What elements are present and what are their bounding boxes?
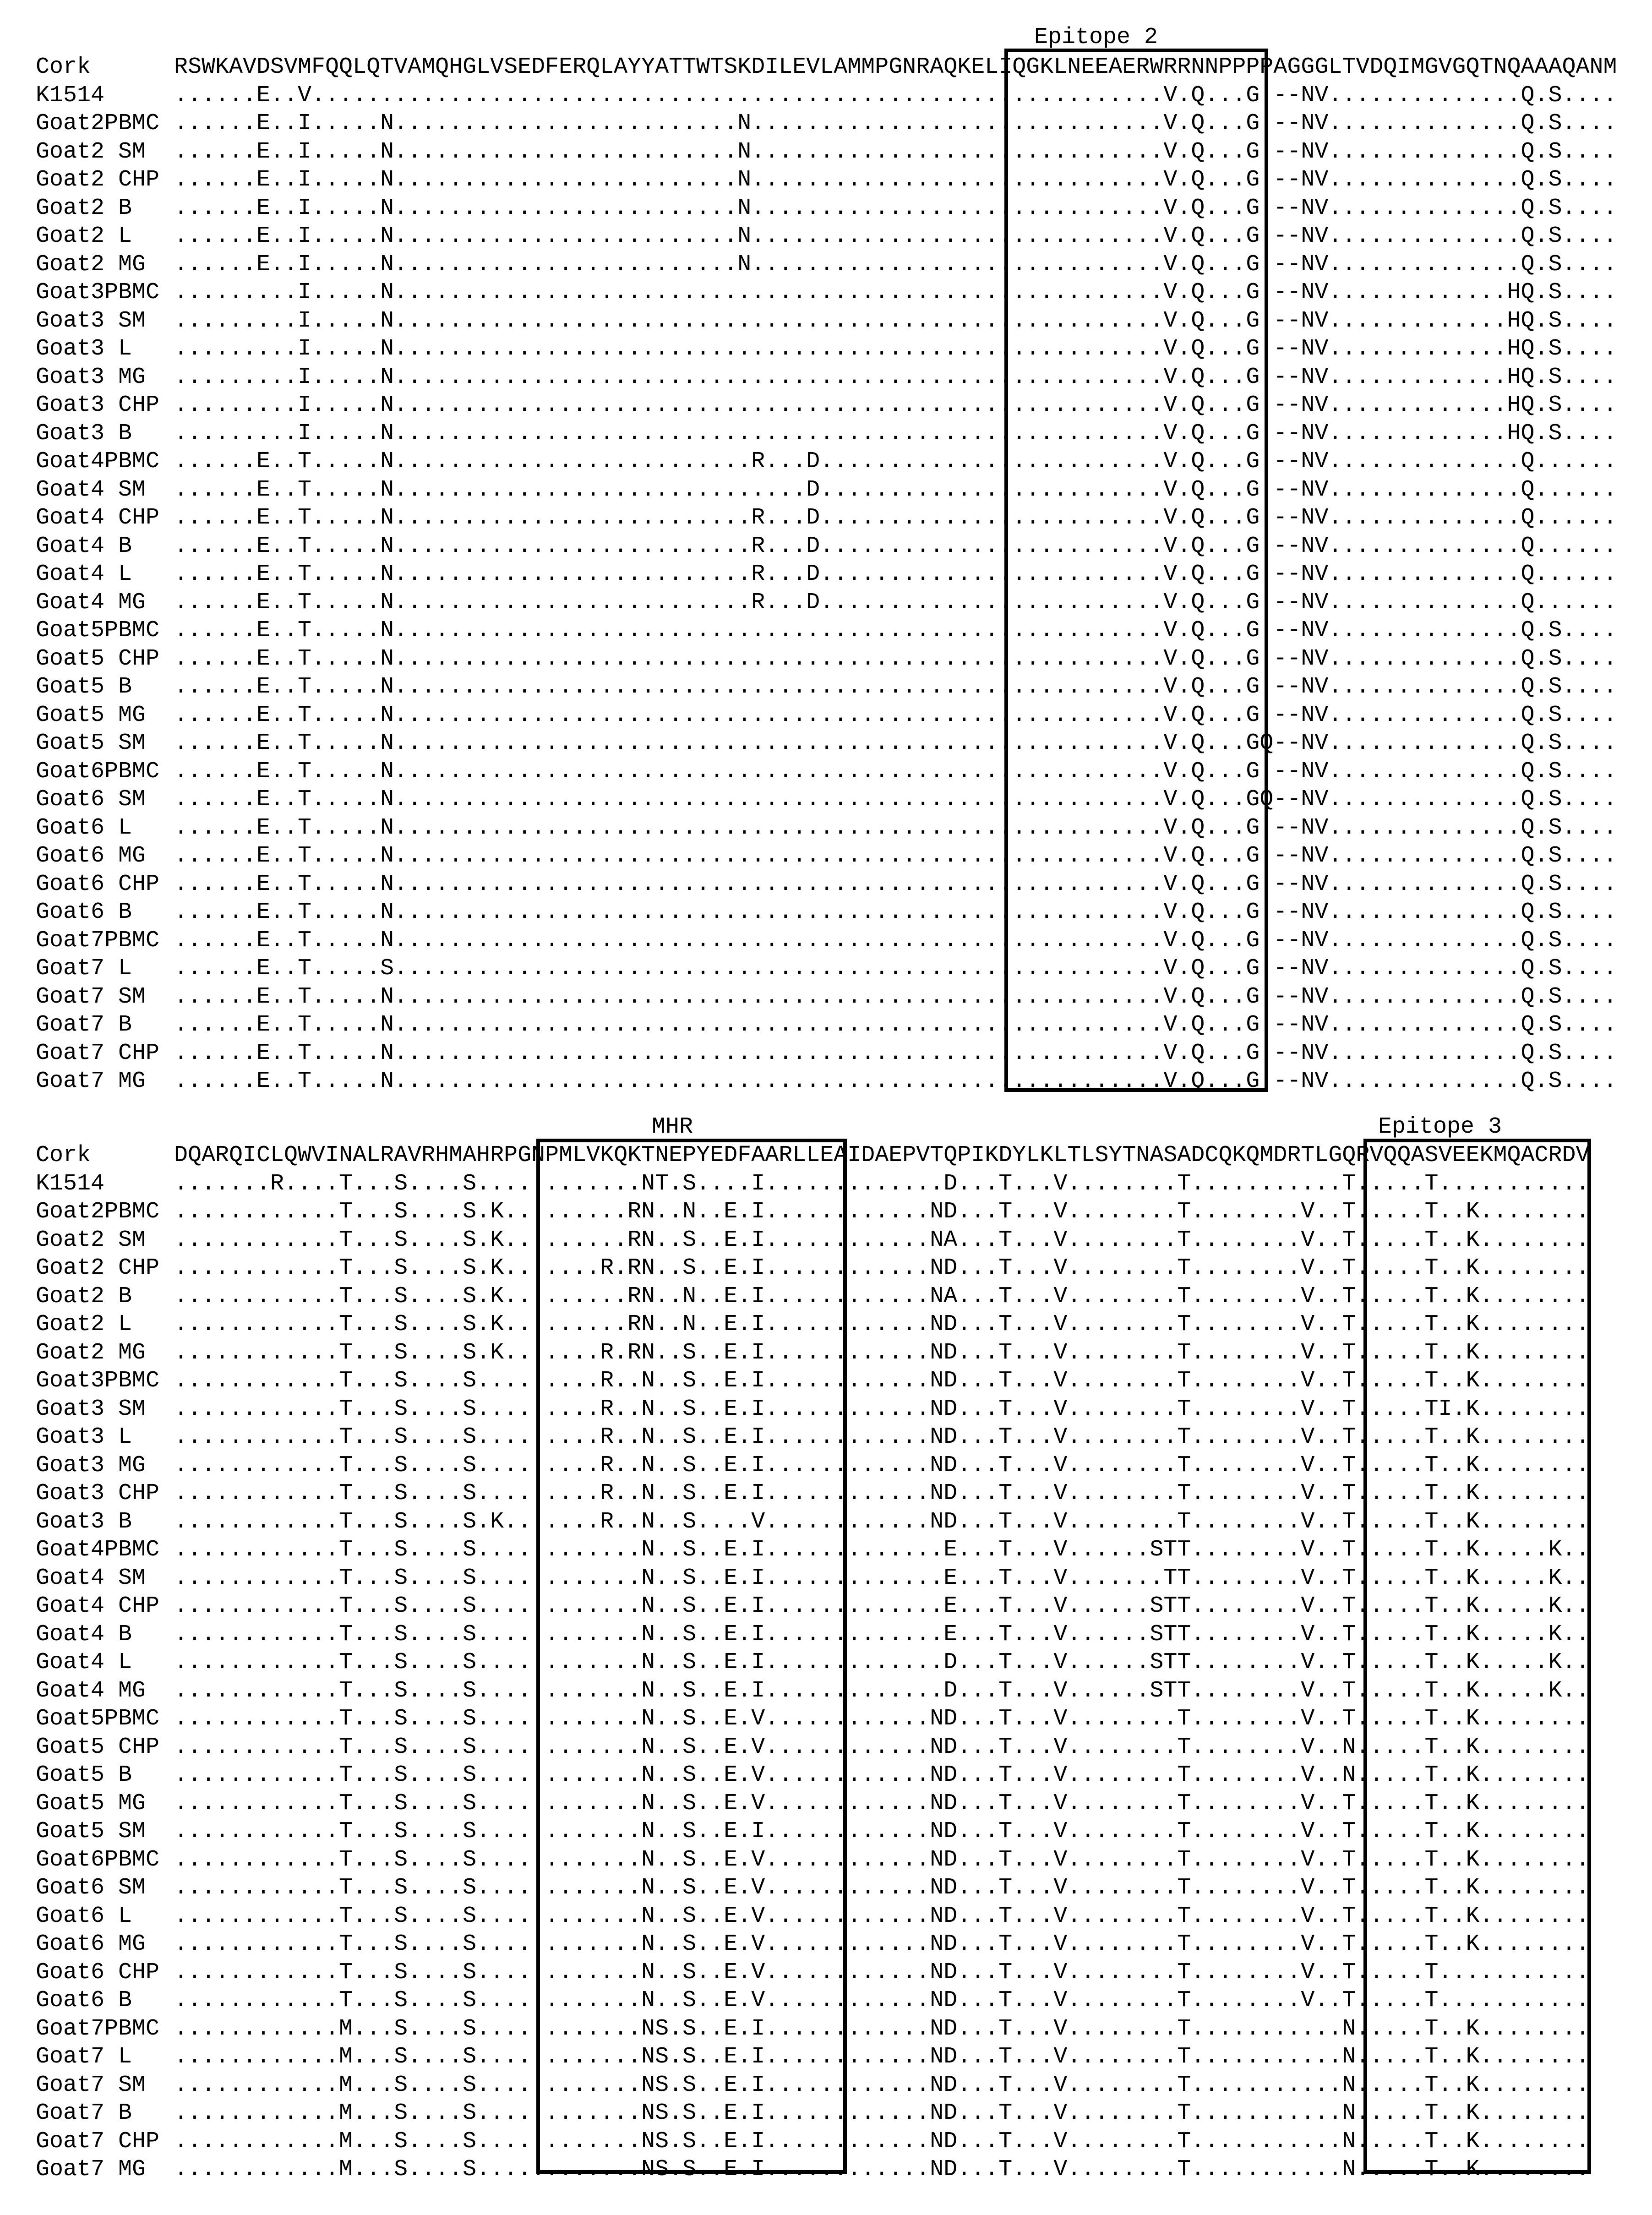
sequence-residues: ............M...S....S............NS.S..E.I............ND...T...V........T...........N.....T..K........	[174, 2156, 1590, 2182]
sequence-label: Goat2PBMC	[36, 1199, 160, 1225]
sequence-residues: RSWKAVDSVMFQQLQTVAMQHGLVSEDFERQLAYYATTWTSKDILEVLAMMPGNRAQKELIQGKLNEEAERWRRNNPPPPAGGGLTVDQIMGVGQTNQAAAQANM	[174, 54, 1617, 80]
sequence-label: Goat3 B	[36, 1508, 132, 1535]
sequence-label: K1514	[36, 1170, 105, 1197]
sequence-label: Goat3 CHP	[36, 1480, 160, 1506]
sequence-label: Goat6 MG	[36, 1931, 146, 1957]
sequence-residues: ............T...S....S.........R..N..S..E.I............ND...T...V........T........V..T.....T..K........	[174, 1424, 1590, 1450]
sequence-label: Goat6 B	[36, 899, 132, 925]
sequence-label: Goat6 CHP	[36, 1959, 160, 1986]
sequence-label: Goat4 MG	[36, 1677, 146, 1704]
sequence-label: Goat3PBMC	[36, 279, 160, 306]
sequence-residues: ............T...S....S............N..S..E.I.............E...T...V......STT........V..T.....T..K.....K..	[174, 1537, 1590, 1563]
sequence-residues: ......E..T.....N..........................R...D.........................V.Q...G --NV..............Q......	[174, 589, 1617, 616]
sequence-label: Goat6 L	[36, 1903, 132, 1929]
sequence-residues: ............M...S....S............NS.S..E.I............ND...T...V........T...........N.....T..K........	[174, 2100, 1590, 2126]
sequence-label: Cork	[36, 1142, 91, 1168]
sequence-label: Goat4 SM	[36, 476, 146, 503]
sequence-residues: ............T...S....S.K.......R.RN..S..E.I............ND...T...V........T........V..T.....T..K........	[174, 1255, 1590, 1281]
sequence-label: Goat2 B	[36, 1283, 132, 1309]
mhr-label: MHR	[652, 1114, 693, 1140]
sequence-label: Goat5 B	[36, 674, 132, 700]
sequence-label: Goat5PBMC	[36, 1706, 160, 1732]
sequence-residues: ......E..T.....S........................................................V.Q...G --NV..............Q.S....	[174, 955, 1617, 982]
sequence-residues: ............T...S....S.K.......R.RN..S..E.I............ND...T...V........T........V..T.....T..K........	[174, 1339, 1590, 1366]
sequence-label: Goat6 B	[36, 1987, 132, 2013]
sequence-residues: ......E..I.....N.........................N..............................V.Q...G --NV..............Q.S....	[174, 195, 1617, 221]
sequence-residues: ............T...S....S............N..S..E.V............ND...T...V........T........V..T.....T..K........	[174, 1846, 1590, 1873]
sequence-label: Goat4 MG	[36, 589, 146, 616]
sequence-residues: ......E..T.....N........................................................V.Q...G --NV..............Q.S....	[174, 1040, 1617, 1066]
sequence-residues: ......E..T.....N........................................................V.Q...G --NV..............Q.S....	[174, 617, 1617, 644]
sequence-label: Goat7 CHP	[36, 2128, 160, 2155]
sequence-label: Goat4 CHP	[36, 505, 160, 531]
sequence-label: Goat2 MG	[36, 1339, 146, 1366]
sequence-residues: ......E..T.....N..........................R...D.........................V.Q...G --NV..............Q......	[174, 533, 1617, 559]
sequence-label: Goat7 SM	[36, 2072, 146, 2098]
sequence-label: Goat5 MG	[36, 702, 146, 728]
sequence-label: Goat4 B	[36, 533, 132, 559]
epitope-2-label: Epitope 2	[1034, 24, 1158, 50]
sequence-residues: ............M...S....S............NS.S..E.I............ND...T...V........T...........N.....T..K........	[174, 2015, 1590, 2042]
sequence-residues: ............T...S....S.K.........RN..S..E.I............NA...T...V........T........V..T.....T..K........	[174, 1227, 1590, 1253]
sequence-label: Goat4PBMC	[36, 1537, 160, 1563]
sequence-label: Goat6 L	[36, 814, 132, 841]
epitope-3-label: Epitope 3	[1378, 1114, 1502, 1140]
sequence-label: Goat4 SM	[36, 1565, 146, 1591]
sequence-label: Goat3 SM	[36, 307, 146, 334]
sequence-residues: ......E..T.....N........................................................V.Q...GQ--NV..............Q.S....	[174, 786, 1617, 813]
sequence-residues: ......E..T.....N........................................................V.Q...G --NV..............Q.S....	[174, 927, 1617, 954]
sequence-residues: .........I.....N........................................................V.Q...G --NV.............HQ.S....	[174, 279, 1617, 306]
sequence-residues: DQARQICLQWVINALRAVRHMAHRPGNPMLVKQKTNEPYEDFAARLLEAIDAEPVTQPIKDYLKLTLSYTNASADCQKQMDRTLGQRVQQASVEEKMQACRDV	[174, 1142, 1590, 1168]
sequence-residues: ............T...S....S............N..S..E.I.............D...T...V......STT........V..T.....T..K.....K..	[174, 1649, 1590, 1675]
sequence-residues: ......E..T.....N........................................................V.Q...G --NV..............Q.S....	[174, 814, 1617, 841]
sequence-label: Goat4 L	[36, 561, 132, 587]
sequence-label: Goat6 CHP	[36, 871, 160, 897]
sequence-label: Goat3 B	[36, 420, 132, 447]
sequence-residues: ......E..T.....N..........................R...D.........................V.Q...G --NV..............Q......	[174, 505, 1617, 531]
sequence-label: Goat2 B	[36, 195, 132, 221]
sequence-label: Goat2 L	[36, 223, 132, 249]
sequence-label: Goat2 MG	[36, 251, 146, 278]
sequence-residues: ......E..T.....N..........................R...D.........................V.Q...G --NV..............Q......	[174, 448, 1617, 475]
sequence-residues: ......E..I.....N.........................N..............................V.Q...G --NV..............Q.S....	[174, 223, 1617, 249]
sequence-label: Goat7 MG	[36, 1068, 146, 1094]
sequence-label: Goat5 MG	[36, 1790, 146, 1817]
sequence-residues: ............T...S....S............N..S..E.V............ND...T...V........T........V..T.....T..K........	[174, 1875, 1590, 1901]
sequence-label: Goat5 CHP	[36, 1734, 160, 1760]
sequence-residues: ............T...S....S............N..S..E.V............ND...T...V........T........V..T.....T..K........	[174, 1790, 1590, 1817]
sequence-residues: ......E..I.....N.........................N..............................V.Q...G --NV..............Q.S....	[174, 110, 1617, 136]
sequence-residues: ............T...S....S............N..S..E.V............ND...T...V........T........V..T.....T...........	[174, 1959, 1590, 1986]
sequence-residues: ............T...S....S.........R..N..S..E.I............ND...T...V........T........V..T.....T..K........	[174, 1480, 1590, 1506]
sequence-residues: ............T...S....S............N..S..E.V............ND...T...V........T........V..T.....T..K........	[174, 1931, 1590, 1957]
sequence-residues: ............T...S....S............N..S..E.V............ND...T...V........T........V..T.....T..K........	[174, 1706, 1590, 1732]
sequence-label: Goat7 B	[36, 2100, 132, 2126]
sequence-label: Goat3 SM	[36, 1396, 146, 1422]
sequence-residues: ......E..V..............................................................V.Q...G --NV..............Q.S....	[174, 82, 1617, 109]
sequence-label: Goat7 SM	[36, 983, 146, 1010]
sequence-label: Goat6 SM	[36, 1875, 146, 1901]
sequence-label: Goat4 CHP	[36, 1593, 160, 1619]
sequence-label: Goat2 CHP	[36, 1255, 160, 1281]
sequence-residues: ............T...S....S............N..S..E.I.............E...T...V.......TT........V..T.....T..K.....K..	[174, 1565, 1590, 1591]
sequence-label: Goat7PBMC	[36, 2015, 160, 2042]
sequence-residues: ......E..I.....N.........................N..............................V.Q...G --NV..............Q.S....	[174, 167, 1617, 193]
sequence-label: Goat6PBMC	[36, 758, 160, 785]
sequence-residues: .........I.....N........................................................V.Q...G --NV.............HQ.S....	[174, 307, 1617, 334]
sequence-label: Goat5 CHP	[36, 645, 160, 672]
sequence-label: Goat2PBMC	[36, 110, 160, 136]
sequence-residues: ......E..T.....N........................................................V.Q...G --NV..............Q.S....	[174, 702, 1617, 728]
sequence-residues: .......R....T...S....S............NT.S....I.............D...T...V........T...........T.....T...........	[174, 1170, 1590, 1197]
sequence-label: Goat7 L	[36, 2044, 132, 2070]
sequence-residues: ......E..T.....N........................................................V.Q...G --NV..............Q.S....	[174, 899, 1617, 925]
sequence-label: Goat4PBMC	[36, 448, 160, 475]
sequence-residues: ......E..T.....N..........................R...D.........................V.Q...G --NV..............Q......	[174, 561, 1617, 587]
sequence-residues: ......E..T.....N........................................................V.Q...G --NV..............Q.S....	[174, 871, 1617, 897]
sequence-label: Goat6PBMC	[36, 1846, 160, 1873]
sequence-label: Goat3 L	[36, 336, 132, 362]
sequence-label: Goat3 L	[36, 1424, 132, 1450]
sequence-residues: ............T...S....S.K.........RN..N..E.I............ND...T...V........T........V..T.....T..K........	[174, 1311, 1590, 1337]
sequence-residues: .........I.....N........................................................V.Q...G --NV.............HQ.S....	[174, 392, 1617, 418]
sequence-label: Goat5PBMC	[36, 617, 160, 644]
sequence-label: Goat5 SM	[36, 730, 146, 756]
sequence-label: Goat6 MG	[36, 843, 146, 869]
sequence-residues: ............T...S....S.........R..N..S..E.I............ND...T...V........T........V..T.....T..K........	[174, 1368, 1590, 1394]
sequence-label: Goat7 MG	[36, 2156, 146, 2182]
sequence-label: Goat7 CHP	[36, 1040, 160, 1066]
sequence-residues: .........I.....N........................................................V.Q...G --NV.............HQ.S....	[174, 420, 1617, 447]
sequence-residues: .........I.....N........................................................V.Q...G --NV.............HQ.S....	[174, 364, 1617, 390]
sequence-label: Goat7PBMC	[36, 927, 160, 954]
sequence-residues: ......E..T.....N........................................................V.Q...G --NV..............Q.S....	[174, 758, 1617, 785]
sequence-label: Goat3 MG	[36, 1452, 146, 1478]
sequence-residues: ............T...S....S............N..S..E.I............ND...T...V........T........V..T.....T..K........	[174, 1818, 1590, 1844]
sequence-residues: ............T...S....S............N..S..E.I.............D...T...V......STT........V..T.....T..K.....K..	[174, 1677, 1590, 1704]
sequence-residues: ............T...S....S............N..S..E.I.............E...T...V......STT........V..T.....T..K.....K..	[174, 1593, 1590, 1619]
sequence-residues: ............T...S....S.........R..N..S..E.I............ND...T...V........T........V..T.....T..K........	[174, 1452, 1590, 1478]
sequence-label: Goat6 SM	[36, 786, 146, 813]
sequence-residues: ......E..T.....N........................................................V.Q...G --NV..............Q.S....	[174, 1012, 1617, 1038]
sequence-residues: ............T...S....S.........R..N..S..E.I............ND...T...V........T........V..T.....TI.K........	[174, 1396, 1590, 1422]
sequence-residues: ......E..I.....N.........................N..............................V.Q...G --NV..............Q.S....	[174, 251, 1617, 278]
sequence-residues: ............M...S....S............NS.S..E.I............ND...T...V........T...........N.....T..K........	[174, 2128, 1590, 2155]
sequence-label: Cork	[36, 54, 91, 80]
sequence-label: Goat5 B	[36, 1762, 132, 1788]
sequence-residues: ......E..T.....N........................................................V.Q...G --NV..............Q.S....	[174, 1068, 1617, 1094]
sequence-label: Goat7 L	[36, 955, 132, 982]
sequence-residues: ............T...S....S.K.........RN..N..E.I............NA...T...V........T........V..T.....T..K........	[174, 1283, 1590, 1309]
sequence-residues: ............T...S....S............N..S..E.V............ND...T...V........T........V..T.....T...........	[174, 1987, 1590, 2013]
sequence-label: Goat3 CHP	[36, 392, 160, 418]
sequence-residues: ............T...S....S.K.........RN..N..E.I............ND...T...V........T........V..T.....T..K........	[174, 1199, 1590, 1225]
sequence-residues: ............M...S....S............NS.S..E.I............ND...T...V........T...........N.....T..K........	[174, 2044, 1590, 2070]
sequence-label: Goat2 CHP	[36, 167, 160, 193]
sequence-residues: ......E..I.....N.........................N..............................V.Q...G --NV..............Q.S....	[174, 138, 1617, 165]
sequence-residues: ......E..T.....N........................................................V.Q...G --NV..............Q.S....	[174, 674, 1617, 700]
sequence-label: Goat2 L	[36, 1311, 132, 1337]
sequence-label: Goat2 SM	[36, 138, 146, 165]
sequence-label: Goat4 B	[36, 1621, 132, 1648]
sequence-label: K1514	[36, 82, 105, 109]
sequence-label: Goat3 MG	[36, 364, 146, 390]
sequence-residues: ......E..T.....N........................................................V.Q...G --NV..............Q.S....	[174, 843, 1617, 869]
sequence-residues: ............T...S....S............N..S..E.V............ND...T...V........T........V..N.....T..K........	[174, 1734, 1590, 1760]
sequence-residues: ............M...S....S............NS.S..E.I............ND...T...V........T...........N.....T..K........	[174, 2072, 1590, 2098]
sequence-residues: ......E..T.....N........................................................V.Q...G --NV..............Q.S....	[174, 983, 1617, 1010]
sequence-residues: ............T...S....S.K.......R..N..S....V............ND...T...V........T........V..T.....T..K........	[174, 1508, 1590, 1535]
sequence-residues: .........I.....N........................................................V.Q...G --NV.............HQ.S....	[174, 336, 1617, 362]
sequence-residues: ......E..T.....N..............................D.........................V.Q...G --NV..............Q......	[174, 476, 1617, 503]
sequence-residues: ......E..T.....N........................................................V.Q...GQ--NV..............Q.S....	[174, 730, 1617, 756]
sequence-residues: ............T...S....S............N..S..E.V............ND...T...V........T........V..N.....T..K........	[174, 1762, 1590, 1788]
sequence-label: Goat2 SM	[36, 1227, 146, 1253]
sequence-residues: ............T...S....S............N..S..E.I.............E...T...V......STT........V..T.....T..K.....K..	[174, 1621, 1590, 1648]
sequence-label: Goat4 L	[36, 1649, 132, 1675]
sequence-residues: ............T...S....S............N..S..E.V............ND...T...V........T........V..T.....T..K........	[174, 1903, 1590, 1929]
sequence-label: Goat5 SM	[36, 1818, 146, 1844]
sequence-label: Goat3PBMC	[36, 1368, 160, 1394]
sequence-residues: ......E..T.....N........................................................V.Q...G --NV..............Q.S....	[174, 645, 1617, 672]
sequence-label: Goat7 B	[36, 1012, 132, 1038]
